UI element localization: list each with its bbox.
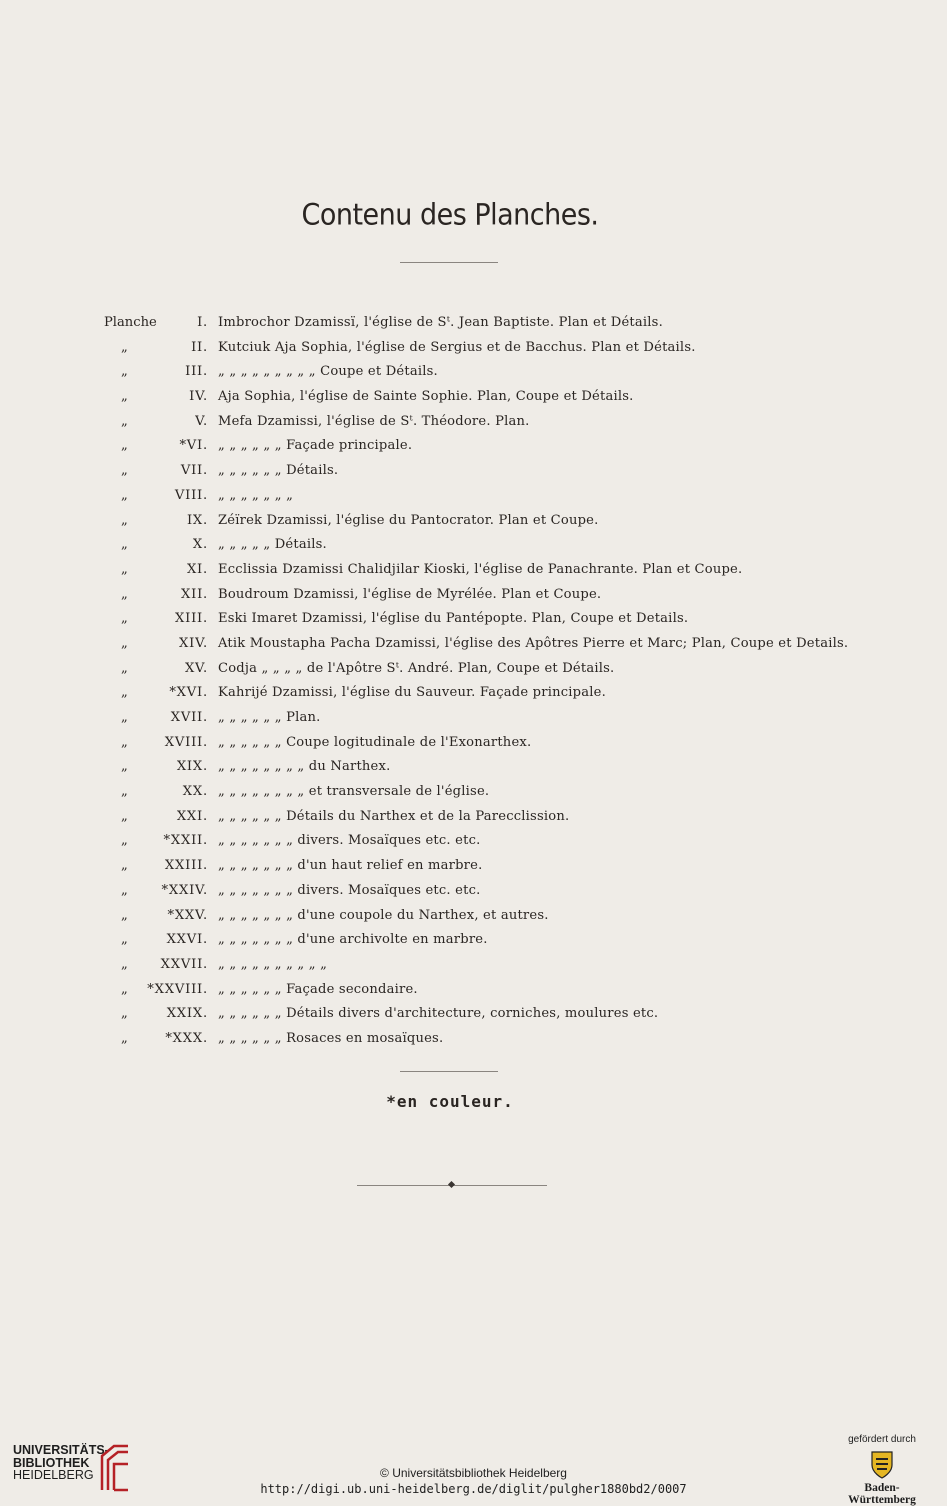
ditto-mark: „	[121, 882, 128, 898]
ditto-mark: „	[121, 907, 128, 923]
plate-number: XVIII.	[164, 734, 208, 750]
plate-number: XIII.	[174, 611, 208, 627]
ditto-mark: „	[121, 858, 128, 874]
plate-number: XII.	[180, 586, 208, 602]
plate-row	[0, 360, 947, 385]
ditto-mark: „	[121, 389, 128, 405]
plate-row	[0, 558, 947, 583]
plate-row	[0, 879, 947, 904]
plate-description: „ „ „ „ „ „ Plan.	[218, 710, 321, 725]
coat-of-arms-icon	[866, 1449, 898, 1481]
plate-description: Ecclissia Dzamissi Chalidjilar Kioski, l'église de Panachrante. Plan et Coupe.	[218, 561, 743, 577]
ditto-mark: „	[121, 685, 128, 701]
plate-description: „ „ „ „ „ „ „ „ „ Coupe et Détails.	[218, 364, 438, 380]
plate-row	[0, 533, 947, 558]
ditto-mark: „	[121, 710, 128, 725]
plate-description: Codja „ „ „ „ de l'Apôtre Sᵗ. André. Plan, Coupe et Détails.	[218, 660, 615, 676]
sponsor-label: gefördert durch	[848, 1434, 916, 1445]
plate-description: „ „ „ „ „ „ Façade principale.	[218, 438, 413, 454]
plate-row	[0, 410, 947, 435]
ditto-mark: „	[121, 438, 128, 454]
end-ornament-diamond-icon	[448, 1181, 455, 1188]
plate-number: III.	[185, 364, 208, 380]
plate-number: IV.	[189, 389, 208, 405]
plate-description: Zéïrek Dzamissi, l'église du Pantocrator. Plan et Coupe.	[218, 512, 599, 528]
plate-row	[0, 607, 947, 632]
plate-number: V.	[195, 413, 208, 429]
ditto-mark: „	[121, 759, 128, 775]
plate-number: IX.	[186, 512, 208, 528]
plate-description: Imbrochor Dzamissï, l'église de Sᵗ. Jean Baptiste. Plan et Détails.	[218, 315, 663, 330]
plate-row	[0, 953, 947, 978]
ditto-mark: „	[121, 487, 128, 503]
plate-number: XIV.	[178, 635, 208, 651]
plate-number: I.	[197, 315, 208, 330]
plate-row	[0, 459, 947, 484]
plate-number: *XXVIII.	[147, 981, 208, 997]
plate-number: XVII.	[170, 710, 208, 725]
ditto-mark: „	[121, 413, 128, 429]
plate-number: XXVII.	[160, 956, 208, 972]
library-name-line1: UNIVERSITÄTS-	[13, 1443, 109, 1457]
plate-number: *VI.	[179, 438, 208, 454]
plate-number: XI.	[186, 561, 208, 577]
ditto-mark: „	[121, 784, 128, 800]
plate-description: „ „ „ „ „ „ Coupe logitudinale de l'Exonarthex.	[218, 734, 532, 750]
plate-description: Aja Sophia, l'église de Sainte Sophie. Plan, Coupe et Détails.	[218, 389, 634, 405]
ditto-mark: „	[121, 586, 128, 602]
plate-description: „ „ „ „ „ „ „ d'une coupole du Narthex, et autres.	[218, 907, 549, 923]
plate-description: Boudroum Dzamissi, l'église de Myrélée. Plan et Coupe.	[218, 586, 602, 602]
plate-row	[0, 805, 947, 830]
ditto-mark: „	[121, 611, 128, 627]
plate-row	[0, 928, 947, 953]
library-name-line2: BIBLIOTHEK	[13, 1455, 90, 1470]
ditto-mark: „	[121, 463, 128, 479]
plate-row	[0, 1027, 947, 1052]
plate-description: „ „ „ „ „ „ Rosaces en mosaïques.	[218, 1030, 444, 1046]
plate-number: XV.	[184, 660, 208, 676]
title-divider	[400, 262, 498, 263]
plate-row	[0, 681, 947, 706]
plate-number: II.	[191, 339, 208, 355]
library-name-line3: HEIDELBERG	[13, 1468, 94, 1482]
ditto-mark: „	[121, 635, 128, 651]
ditto-mark: „	[121, 833, 128, 849]
plate-description: „ „ „ „ „ „ „ „ „ „	[218, 956, 328, 972]
plate-row	[0, 904, 947, 929]
plate-description: „ „ „ „ „ „ „ divers. Mosaïques etc. etc.	[218, 833, 481, 849]
plate-description: Kahrijé Dzamissi, l'église du Sauveur. Façade principale.	[218, 685, 606, 701]
ditto-mark: „	[121, 561, 128, 577]
plate-number: X.	[192, 537, 208, 553]
plate-number: VII.	[180, 463, 208, 479]
ditto-mark: „	[121, 512, 128, 528]
plate-description: „ „ „ „ „ „ „ d'une archivolte en marbre.	[218, 932, 488, 948]
plate-row	[0, 706, 947, 731]
plate-number: XIX.	[176, 759, 208, 775]
plate-number: *XXX.	[165, 1030, 208, 1046]
plate-description: Atik Moustapha Pacha Dzamissi, l'église des Apôtres Pierre et Marc; Plan, Coupe et Details.	[218, 635, 849, 651]
plate-number: *XXV.	[167, 907, 208, 923]
plate-description: Eski Imaret Dzamissi, l'église du Pantépopte. Plan, Coupe et Details.	[218, 611, 689, 627]
plate-number: XX.	[182, 784, 208, 800]
plate-number: XXIX.	[166, 1006, 208, 1022]
plate-number: VIII.	[174, 487, 208, 503]
plate-row	[0, 632, 947, 657]
plate-description: „ „ „ „ „ Détails.	[218, 537, 327, 553]
plate-description: Mefa Dzamissi, l'église de Sᵗ. Théodore. Plan.	[218, 413, 530, 429]
plate-description: „ „ „ „ „ „ Détails du Narthex et de la Parecclission.	[218, 808, 570, 824]
plate-number: *XXII.	[163, 833, 208, 849]
ditto-mark: „	[121, 1030, 128, 1046]
plate-number: *XXIV.	[161, 882, 208, 898]
plate-row	[0, 780, 947, 805]
plates-list	[0, 311, 947, 1052]
copyright-notice: © Universitätsbibliothek Heidelberg	[380, 1466, 567, 1480]
plate-row	[0, 336, 947, 361]
plate-row	[0, 311, 947, 336]
ditto-mark: „	[121, 956, 128, 972]
ditto-mark: „	[121, 734, 128, 750]
plate-number: XXIII.	[164, 858, 208, 874]
plate-description: „ „ „ „ „ „ „ „ du Narthex.	[218, 759, 391, 775]
plate-number: *XVI.	[169, 685, 208, 701]
ditto-mark: „	[121, 932, 128, 948]
plate-row	[0, 434, 947, 459]
color-footnote: *en couleur.	[386, 1092, 514, 1111]
sponsor-block	[832, 1434, 932, 1506]
plate-row	[0, 755, 947, 780]
plate-number: XXVI.	[166, 932, 208, 948]
ditto-mark: „	[121, 537, 128, 553]
plate-description: „ „ „ „ „ „ „	[218, 487, 294, 503]
plate-row	[0, 657, 947, 682]
plate-row	[0, 583, 947, 608]
ditto-mark: „	[121, 808, 128, 824]
ditto-mark: „	[121, 1006, 128, 1022]
plate-description: „ „ „ „ „ „ „ divers. Mosaïques etc. etc.	[218, 882, 481, 898]
plate-row	[0, 978, 947, 1003]
plate-label: Planche	[104, 315, 157, 330]
plate-description: „ „ „ „ „ „ Détails.	[218, 463, 339, 479]
plate-description: „ „ „ „ „ „ Détails divers d'architecture, corniches, moulures etc.	[218, 1006, 659, 1022]
ditto-mark: „	[121, 981, 128, 997]
plate-row	[0, 854, 947, 879]
plate-description: „ „ „ „ „ „ „ „ et transversale de l'église.	[218, 784, 490, 800]
plate-description: „ „ „ „ „ „ Façade secondaire.	[218, 981, 418, 997]
list-divider	[400, 1071, 498, 1072]
plate-row	[0, 484, 947, 509]
plate-description: Kutciuk Aja Sophia, l'église de Sergius et de Bacchus. Plan et Détails.	[218, 339, 696, 355]
plate-row	[0, 829, 947, 854]
plate-description: „ „ „ „ „ „ „ d'un haut relief en marbre.	[218, 858, 483, 874]
digitization-footer	[0, 1430, 947, 1506]
ditto-mark: „	[121, 364, 128, 380]
ditto-mark: „	[121, 339, 128, 355]
sponsor-name: Baden-Württemberg	[848, 1482, 916, 1506]
permalink-url[interactable]: http://digi.ub.uni-heidelberg.de/diglit/pulgher1880bd2/0007	[260, 1482, 687, 1496]
page-title: Contenu des Planches.	[301, 198, 599, 233]
plate-number: XXI.	[176, 808, 208, 824]
plate-row	[0, 1002, 947, 1027]
plate-row	[0, 509, 947, 534]
ditto-mark: „	[121, 660, 128, 676]
plate-row	[0, 731, 947, 756]
plate-row	[0, 385, 947, 410]
